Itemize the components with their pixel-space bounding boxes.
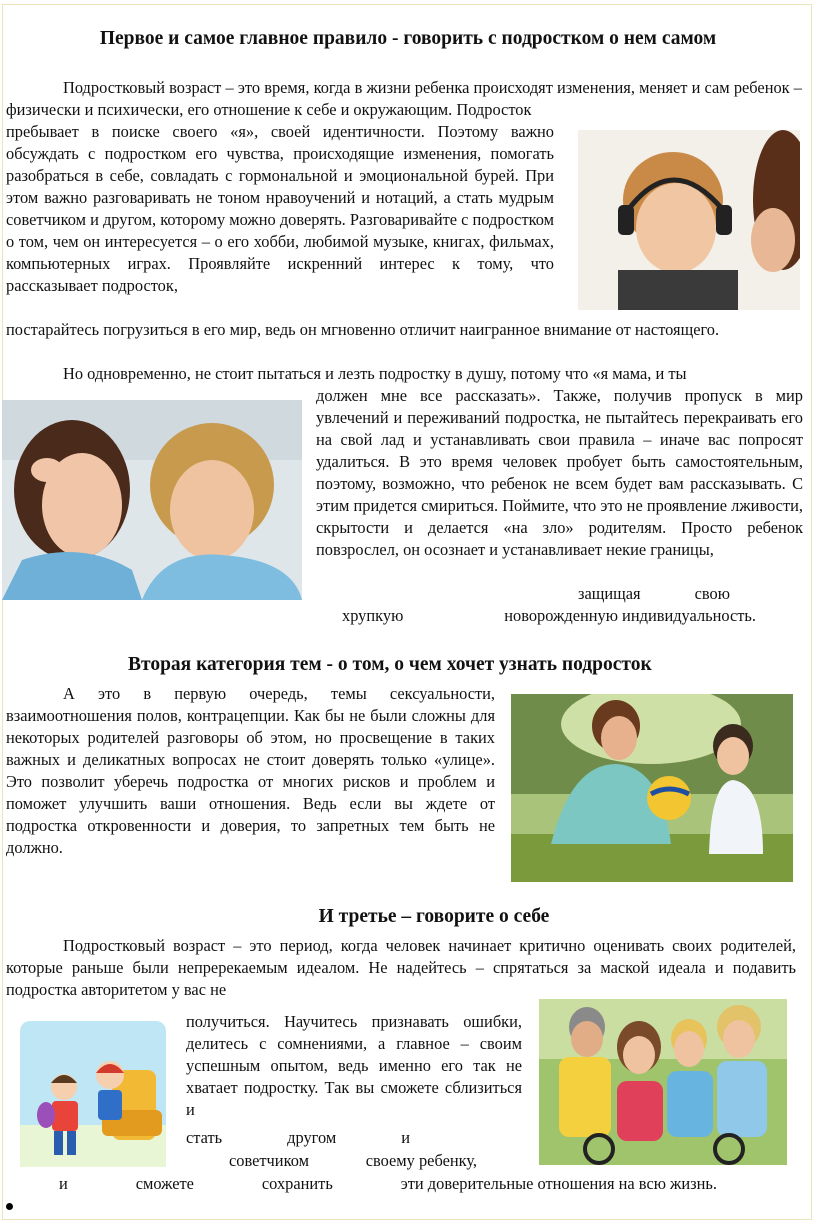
section1-paragraph1-top: Подростковый возраст – это время, когда в жизни ребенка происходят изменения, меняет и сам ребенок – физически и психически, его отношение к себе и окружающим. Подросток	[6, 78, 802, 119]
section1-paragraph1-wrap: пребывает в поиске своего «я», своей идентичности. Поэтому важно обсуждать с подростком его чувства, происходящие изменения, помогать разобраться в себе, совладать с гормональной и эмоциональной бурей. При этом важно разговаривать не тоном нравоучений и нотаций, а стать мудрым советчиком и другом, которому можно доверять. Разговаривайте с подростком о том, чем он интересуется – о его хобби, любимой музыке, книгах, фильмах, компьютерных играх. Проявляйте искренний интерес к тому, что рассказывает подросток,	[6, 122, 554, 295]
section1-line-b-word1: хрупкую	[342, 606, 404, 625]
section1-line-b	[342, 605, 756, 627]
section1-paragraph2-top: Но одновременно, не стоит пытаться и лезть подростку в душу, потому что «я мама, и ты	[63, 364, 687, 383]
cartoon-kids-illustration	[14, 1015, 172, 1173]
section3-line-a-word2: другом	[287, 1128, 337, 1147]
section3-line-a	[186, 1127, 410, 1149]
section1-line-a-word2: свою	[694, 584, 730, 603]
section1-line-b-word2: новорожденную индивидуальность.	[504, 606, 756, 625]
section3-line-b-word1: советчиком	[229, 1151, 309, 1170]
section3-line-b	[229, 1150, 477, 1172]
section3-heading: И третье – говорите о себе	[318, 906, 550, 927]
mother-daughter-photo	[2, 400, 302, 600]
section3-line-c-word2: сможете	[135, 1174, 194, 1193]
section1-line-a-word1: защищая	[578, 584, 641, 603]
section1-line-a	[578, 583, 730, 605]
family-bikes-photo	[539, 999, 787, 1165]
section3-line-b-word2: своему ребенку,	[365, 1151, 477, 1170]
section1-paragraph2-wrap: должен мне все рассказать». Также, получив пропуск в мир увлечений и переживаний подростка, не пытайтесь перекраивать его на свой лад и устанавливать свои правила – иначе вас попросят удалиться. В это время человек пробует быть самостоятельным, поэтому, возможно, что ребенок не всем будет вам рассказывать. С этим придется смириться. Поймите, что это не проявление лживости, скрытости и делается «на зло» родителям. Просто ребенок повзрослел, он осознает и устанавливает некие границы,	[316, 386, 803, 559]
bullet-dot	[6, 1203, 13, 1210]
section3-paragraph-top: Подростковый возраст – это период, когда человек начинает критично оценивать своих родителей, которые раньше были непререкаемым идеалом. Не надейтесь – спрятаться за маской идеала и подавить подростка авторитетом у вас не	[6, 936, 796, 999]
section3-line-c-word3: сохранить	[261, 1174, 333, 1193]
section2-paragraph: А это в первую очередь, темы сексуальности, взаимоотношения полов, контрацепции. Как бы не были сложны для некоторых родителей разговоры об этом, но просвещение в таких важных и деликатных вопросах не стоит доверять только «улице». Это позволит уберечь подростка от многих рисков и проблем и поможет улучшить ваши отношения. Ведь если вы ждете от подростка откровенности и доверия, то запретных тем быть не должно.	[6, 684, 495, 857]
section3-line-c-word1: и	[59, 1174, 68, 1193]
section3-line-c	[59, 1173, 717, 1195]
section3-line-a-word3: и	[401, 1128, 410, 1147]
teen-headphones-photo	[578, 130, 800, 310]
section2-heading: Вторая категория тем - о том, о чем хочет узнать подросток	[128, 654, 652, 675]
section1-heading: Первое и самое главное правило - говорить с подростком о нем самом	[99, 28, 717, 49]
father-son-ball-photo	[511, 694, 793, 882]
section3-line-c-word4: эти доверительные отношения на всю жизнь.	[400, 1174, 717, 1193]
section3-paragraph-wrap: получиться. Научитесь признавать ошибки, делитесь с сомнениями, а главное – своим успешным опытом, ведь именно его так не хватает подростку. Так вы сможете сблизиться и	[186, 1012, 522, 1119]
section3-line-a-word1: стать	[186, 1128, 223, 1147]
section1-paragraph1-bottom: постарайтесь погрузиться в его мир, ведь он мгновенно отличит наигранное внимание от настоящего.	[6, 320, 720, 339]
